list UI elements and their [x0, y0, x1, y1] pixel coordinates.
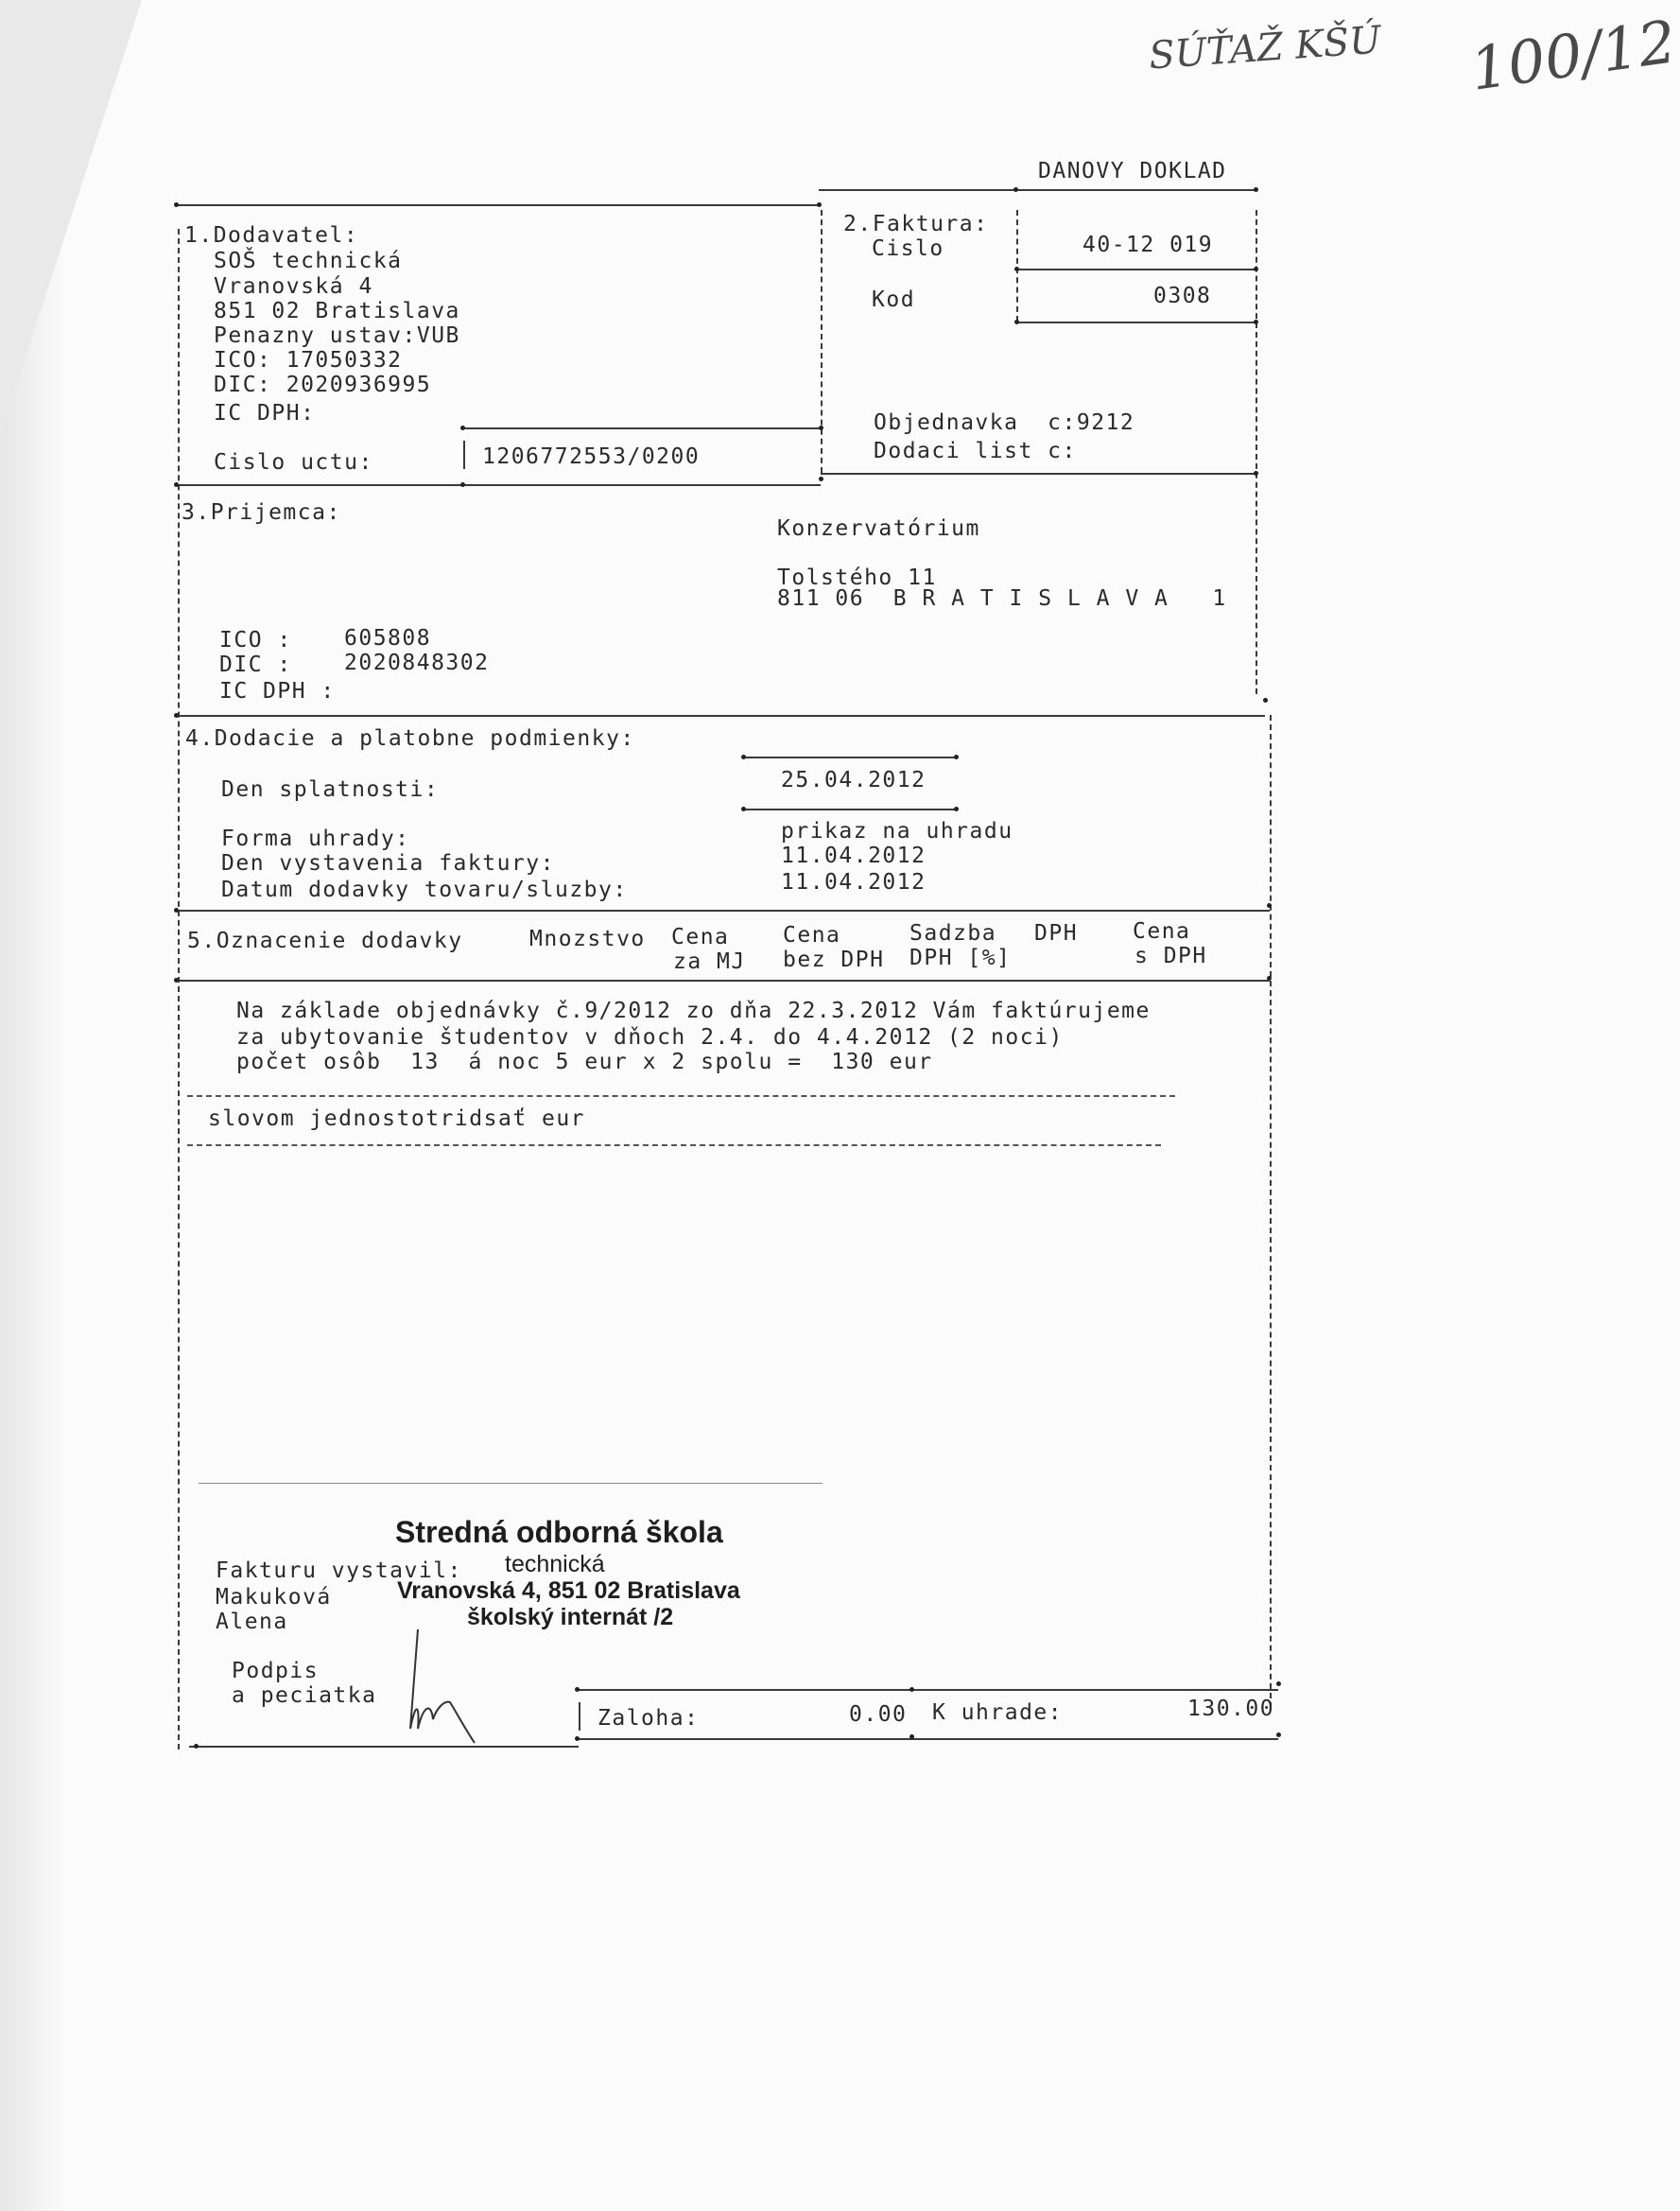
signature [397, 1625, 501, 1748]
signature-label-2: a peciatka [232, 1683, 377, 1708]
invoice-number-label: Cislo [872, 236, 944, 261]
recipient-dic: 2020848302 [344, 651, 490, 675]
stamp-line: technická [505, 1551, 605, 1577]
issuer-surname: Makuková [216, 1585, 332, 1610]
col-vat: DPH [1034, 921, 1079, 946]
recipient-dic-label: DIC : [219, 653, 292, 677]
col-no-vat-1: Cena [783, 923, 841, 948]
invoice-number: 40-12 019 [1082, 233, 1214, 257]
recipient-ico: 605808 [344, 626, 432, 651]
invoice-code: 0308 [1153, 284, 1212, 308]
payment-method-label: Forma uhrady: [221, 827, 410, 851]
document-type: DANOVY DOKLAD [1038, 159, 1227, 183]
item-line: za ubytovanie študentov v dňoch 2.4. do 4.4.2012 (2 noci) [236, 1025, 1064, 1050]
item-line: počet osôb 13 á noc 5 eur x 2 spolu = 130 eur [236, 1050, 933, 1074]
handwritten-note: SÚŤAŽ KŠÚ [1147, 18, 1383, 78]
col-no-vat-2: bez DPH [783, 948, 885, 972]
supplier-ic-dph: IC DPH: [214, 401, 316, 426]
terms-section-label: 4.Dodacie a platobne podmienky: [185, 726, 635, 751]
recipient-ic-dph-label: IC DPH : [219, 679, 336, 704]
col-vat-rate-1: Sadzba [909, 921, 997, 946]
folded-corner [0, 0, 142, 435]
total-label: K uhrade: [932, 1700, 1064, 1725]
stamp-line: školský internát /2 [467, 1604, 674, 1630]
account-number: 1206772553/0200 [482, 444, 701, 469]
supplier-dic: DIC: 2020936995 [214, 373, 432, 397]
col-unit-price-1: Cena [671, 925, 730, 949]
supplier-city: 851 02 Bratislava [214, 299, 460, 323]
stamp-line: Vranovská 4, 851 02 Bratislava [397, 1577, 740, 1604]
supply-date-label: Datum dodavky tovaru/sluzby: [221, 878, 628, 902]
payment-method: prikaz na uhradu [781, 819, 1013, 844]
col-vat-rate-2: DPH [%] [909, 946, 1012, 970]
recipient-street: Tolstého 11 [777, 566, 937, 590]
handwritten-number: 100/12 [1465, 7, 1680, 104]
advance-label: Zaloha: [598, 1706, 700, 1731]
items-section-label: 5.Oznacenie dodavky [187, 929, 463, 953]
advance-amount: 0.00 [849, 1702, 908, 1727]
signature-label-1: Podpis [232, 1659, 320, 1683]
issued-by-label: Fakturu vystavil: [216, 1558, 462, 1583]
due-date: 25.04.2012 [781, 768, 927, 792]
issue-date: 11.04.2012 [781, 844, 927, 868]
col-with-vat-1: Cena [1133, 919, 1191, 944]
total-amount: 130.00 [1187, 1697, 1275, 1721]
invoice-code-label: Kod [872, 287, 916, 312]
supplier-section-label: 1.Dodavatel: [184, 223, 359, 248]
supplier-street: Vranovská 4 [214, 274, 373, 299]
supplier-ico: ICO: 17050332 [214, 348, 403, 373]
account-label: Cislo uctu: [214, 450, 373, 475]
order-number: Objednavka c:9212 [874, 410, 1135, 435]
supplier-bank: Penazny ustav:VUB [214, 323, 460, 348]
supplier-name: SOŠ technická [214, 249, 403, 273]
col-unit-price-2: za MJ [673, 949, 746, 974]
supply-date: 11.04.2012 [781, 870, 927, 895]
issuer-name: Alena [216, 1610, 288, 1634]
recipient-name: Konzervatórium [777, 516, 980, 541]
col-quantity: Mnozstvo [529, 927, 646, 951]
due-date-label: Den splatnosti: [221, 777, 440, 802]
recipient-ico-label: ICO : [219, 628, 292, 653]
amount-in-words: slovom jednostotridsať eur [208, 1106, 586, 1131]
stamp-line: Stredná odborná škola [395, 1515, 723, 1549]
invoice-section-label: 2.Faktura: [843, 212, 989, 236]
recipient-section-label: 3.Prijemca: [182, 500, 341, 525]
recipient-city: 811 06 B R A T I S L A V A 1 [777, 586, 1227, 611]
item-line: Na základe objednávky č.9/2012 zo dňa 22.3.2012 Vám faktúrujeme [236, 999, 1151, 1023]
issue-date-label: Den vystavenia faktury: [221, 851, 555, 876]
col-with-vat-2: s DPH [1134, 944, 1207, 968]
delivery-note: Dodaci list c: [874, 439, 1077, 463]
